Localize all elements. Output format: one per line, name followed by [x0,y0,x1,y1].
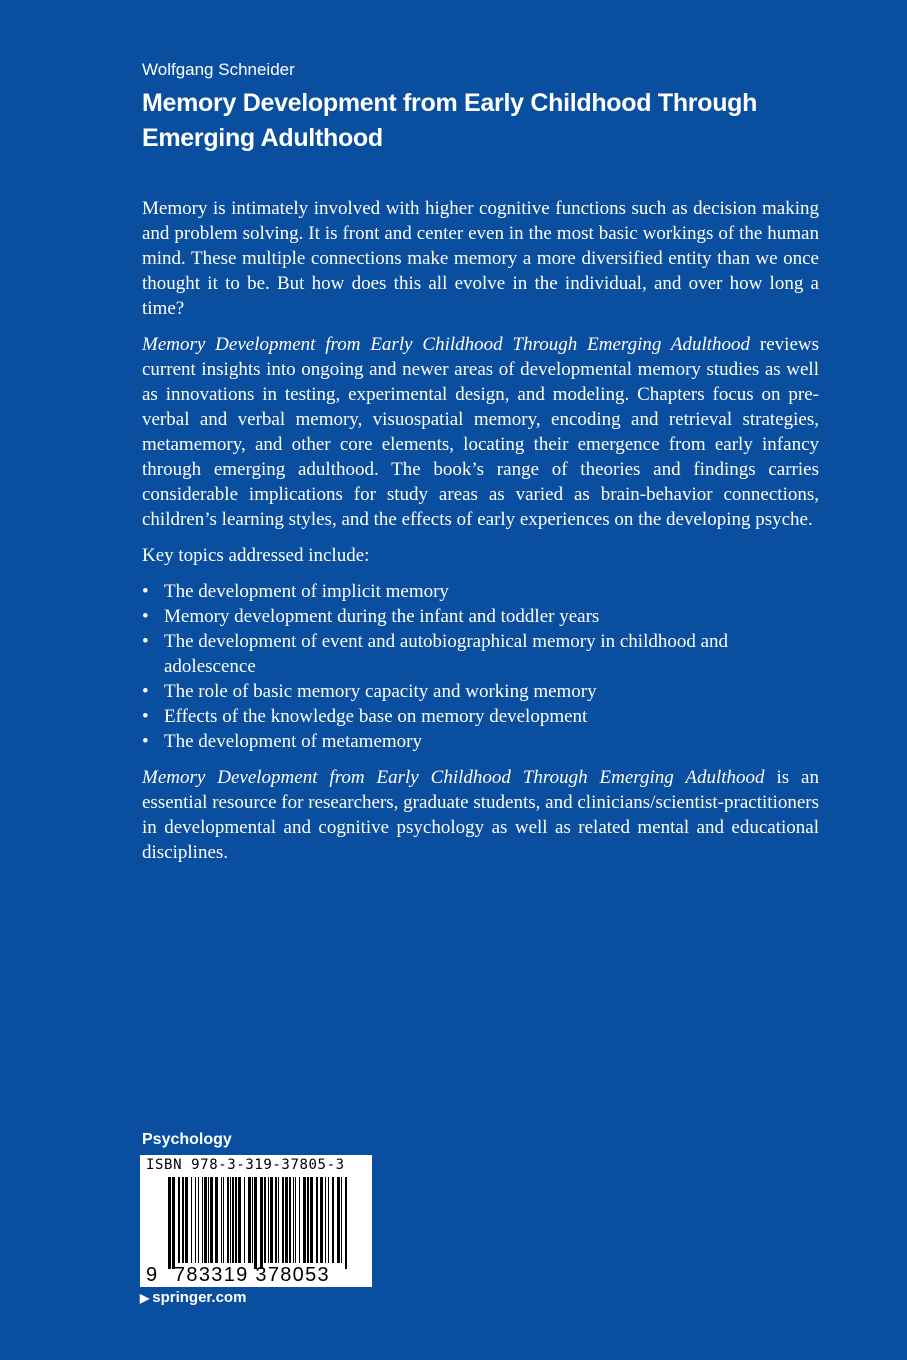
barcode-bar [295,1177,296,1263]
barcode-bar [307,1177,309,1263]
barcode-bar [223,1177,224,1263]
barcode-bar [215,1177,218,1263]
barcode-bar [345,1177,347,1269]
barcode-bar [303,1177,306,1263]
bullet-icon: • [142,706,149,727]
bullet-icon: • [142,681,149,702]
description-paragraph-1: Memory is intimately involved with higher cognitive functions such as decision making and problem solving. It is front and center even in the most basic workings of the human mind. These multiple connections make memory a more diversified entity than we once thought it to be. But how does this all evolve in the individual, and over how long a time? [142,198,819,319]
barcode-bar [320,1177,323,1263]
publisher-website[interactable] [140,1289,246,1306]
barcode-bar [252,1177,253,1263]
topics-intro: Key topics addressed include: [142,545,370,566]
barcode-bar [270,1177,273,1263]
bullet-icon: • [142,581,149,602]
barcode-bar [285,1177,288,1263]
category-label: Psychology [142,1131,232,1148]
barcode-bar [316,1177,318,1263]
paragraph-3-text: is an essential resource for researchers, graduate students, and clinicians/scientist-practitioners in developmental and cognitive psychology as well as related mental and educational disciplines. [142,767,819,863]
barcode-bar [299,1177,300,1263]
barcode-bar [244,1177,245,1263]
topic-item [142,579,819,604]
bullet-icon: • [142,731,149,752]
barcode-bar [248,1177,251,1263]
barcode-bar [260,1177,263,1269]
book-title: Memory Development from Early Childhood Through Emerging Adulthood [142,89,758,152]
barcode-bar [268,1177,269,1263]
barcode-bar [328,1177,329,1263]
barcode-bar [178,1177,180,1263]
barcode-bar [227,1177,229,1263]
bullet-icon: • [142,631,149,652]
arrow-right-icon: ▶ [140,1291,150,1305]
barcode-bar [198,1177,199,1263]
italic-book-title: Memory Development from Early Childhood Through Emerging Adulthood [142,767,765,788]
barcode-bar [191,1177,192,1263]
barcode-bar [238,1177,241,1263]
barcode-bar [208,1177,209,1263]
barcode-box [140,1155,372,1287]
barcode-bar [210,1177,213,1263]
topic-item [142,679,819,704]
barcode-bar [341,1177,342,1263]
ean-first-digit: 9 [146,1264,158,1286]
bullet-icon: • [142,606,149,627]
paragraph-2-text: reviews current insights into ongoing and newer areas of developmental memory studies as well as innovations in testing, experimental design, and modeling. Chapters focus on pre-verbal and verbal memory, visuospatial memory, encoding and retrieval strategies, metamemory, and other core elements, locating their emergence from early infancy through emerging adulthood. The book’s range of theories and findings carries considerable implications for study areas as varied as brain-behavior connections, children’s learning styles, and the effects of early experiences on the developing psyche. [142,334,819,530]
author-name: Wolfgang Schneider [142,60,295,79]
barcode-bar [195,1177,196,1263]
description-paragraph-3 [142,765,819,865]
barcode-bar [182,1177,184,1263]
barcode-bar [202,1177,203,1263]
topic-text: Memory development during the infant and toddler years [164,606,600,627]
barcode-bar [264,1177,266,1263]
website-text: springer.com [152,1289,247,1306]
barcode-bar [232,1177,234,1263]
topic-text: The development of metamemory [164,731,422,752]
description-paragraph-2 [142,332,819,532]
barcode-bar [282,1177,284,1263]
barcode-bar [275,1177,277,1263]
barcode-bar [325,1177,326,1263]
barcode-bar [221,1177,222,1263]
barcode-bar [278,1177,279,1263]
barcode-bar [230,1177,231,1263]
barcode-bars [168,1177,350,1269]
barcode-bar [337,1177,340,1263]
topic-text: Effects of the knowledge base on memory development [164,706,588,727]
topic-text: The development of event and autobiographical memory in childhood and adolescence [164,631,729,677]
ean-digits: 783319 378053 [174,1264,330,1286]
barcode-bar [332,1177,334,1263]
barcode-bar [172,1177,175,1269]
barcode-bar [293,1177,294,1263]
description [142,196,819,876]
barcode-bar [168,1177,171,1269]
topic-item [142,604,819,629]
isbn-text: ISBN 978-3-319-37805-3 [146,1157,345,1173]
barcode-bar [310,1177,313,1263]
barcode-bar [254,1177,257,1269]
barcode-bar [185,1177,188,1263]
topic-item [142,629,819,679]
topic-text: The development of implicit memory [164,581,449,602]
topic-item [142,729,819,754]
topics-list [142,579,819,754]
italic-book-title: Memory Development from Early Childhood Through Emerging Adulthood [142,334,751,355]
barcode-bar [289,1177,291,1263]
barcode-bar [235,1177,237,1263]
topic-item [142,704,819,729]
barcode-bar [204,1177,207,1263]
topic-text: The role of basic memory capacity and working memory [164,681,597,702]
